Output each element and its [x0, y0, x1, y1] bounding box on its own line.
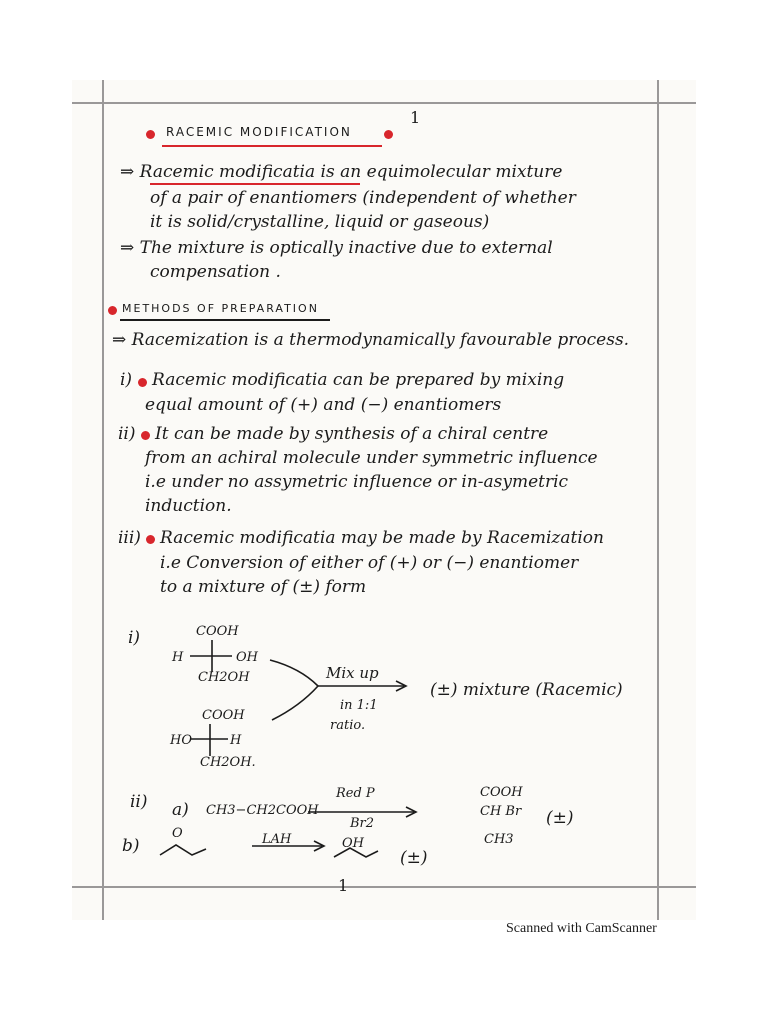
a-reagent-above: Red P — [336, 786, 375, 801]
top-oh: OH — [236, 650, 258, 665]
a-product-3: CH3 — [484, 832, 514, 847]
bot-ho: HO — [170, 733, 192, 748]
item-i-line-1: Racemic modificatia can be prepared by mixing — [152, 370, 565, 390]
scheme-ii-b-label: b) — [122, 836, 140, 856]
top-ch2oh: CH2OH — [198, 670, 250, 685]
a-plus-minus: (±) — [546, 808, 574, 828]
intro-line-3: it is solid/crystalline, liquid or gaseous) — [150, 212, 490, 232]
heading-racemic-modification: RACEMIC MODIFICATION — [166, 125, 352, 139]
intro-line-1: ⇒ Racemic modificatia is an equimolecular mixture — [120, 162, 563, 182]
scheme-ii-label: ii) — [130, 792, 148, 812]
red-bullet — [141, 431, 150, 440]
b-carbonyl-o: O — [172, 826, 183, 841]
scheme-ii-a-label: a) — [172, 800, 189, 820]
top-margin-line — [72, 102, 696, 104]
methods-underline — [120, 319, 330, 321]
heading-methods: METHODS OF PREPARATION — [122, 302, 319, 315]
a-product-2: CH Br — [480, 804, 522, 819]
item-iii-line-2: i.e Conversion of either of (+) or (−) enantiomer — [160, 553, 579, 573]
a-product-1: COOH — [480, 785, 523, 800]
red-bullet — [108, 306, 117, 315]
bot-ch2oh: CH2OH. — [200, 755, 256, 770]
red-bullet — [146, 535, 155, 544]
bot-h: H — [230, 733, 242, 748]
bottom-margin-line — [72, 886, 696, 888]
page-number-bottom: 1 — [338, 876, 349, 895]
a-reactant: CH3−CH2COOH — [206, 803, 319, 818]
item-ii-line-4: induction. — [145, 496, 232, 516]
page-number-top: 1 — [410, 108, 421, 127]
red-bullet — [384, 130, 393, 139]
racemic-result: (±) mixture (Racemic) — [430, 680, 623, 700]
top-cooh: COOH — [196, 624, 239, 639]
b-hydroxyl: OH — [342, 836, 364, 851]
item-iii-label: iii) — [118, 528, 141, 548]
ratio-line-2: ratio. — [330, 718, 366, 733]
item-ii-line-3: i.e under no assymetric influence or in-asymetric — [145, 472, 569, 492]
left-margin-line — [102, 80, 104, 920]
item-ii-label: ii) — [118, 424, 136, 444]
item-iii-line-1: Racemic modificatia may be made by Racemization — [160, 528, 604, 548]
intro-line-4: ⇒ The mixture is optically inactive due to external — [120, 238, 553, 258]
red-bullet — [138, 378, 147, 387]
scheme-i-label: i) — [128, 628, 141, 648]
right-margin-line — [657, 80, 659, 920]
scanner-footer: Scanned with CamScanner — [506, 921, 657, 936]
item-ii-line-1: It can be made by synthesis of a chiral centre — [155, 424, 549, 444]
term-underline — [150, 183, 360, 185]
intro-line-5: compensation . — [150, 262, 281, 282]
red-bullet — [146, 130, 155, 139]
bot-cooh: COOH — [202, 708, 245, 723]
item-iii-line-3: to a mixture of (±) form — [160, 577, 367, 597]
item-i-label: i) — [120, 370, 133, 390]
b-reagent: LAH — [262, 832, 292, 847]
intro-line-2: of a pair of enantiomers (independent of whether — [150, 188, 576, 208]
heading-underline — [162, 145, 382, 147]
mix-up-label: Mix up — [326, 664, 379, 682]
ratio-line-1: in 1:1 — [340, 698, 378, 713]
top-h: H — [172, 650, 184, 665]
methods-line: ⇒ Racemization is a thermodynamically favourable process. — [112, 330, 630, 350]
a-reagent-below: Br2 — [350, 816, 375, 831]
item-i-line-2: equal amount of (+) and (−) enantiomers — [145, 395, 502, 415]
item-ii-line-2: from an achiral molecule under symmetric influence — [145, 448, 598, 468]
b-plus-minus: (±) — [400, 848, 428, 868]
